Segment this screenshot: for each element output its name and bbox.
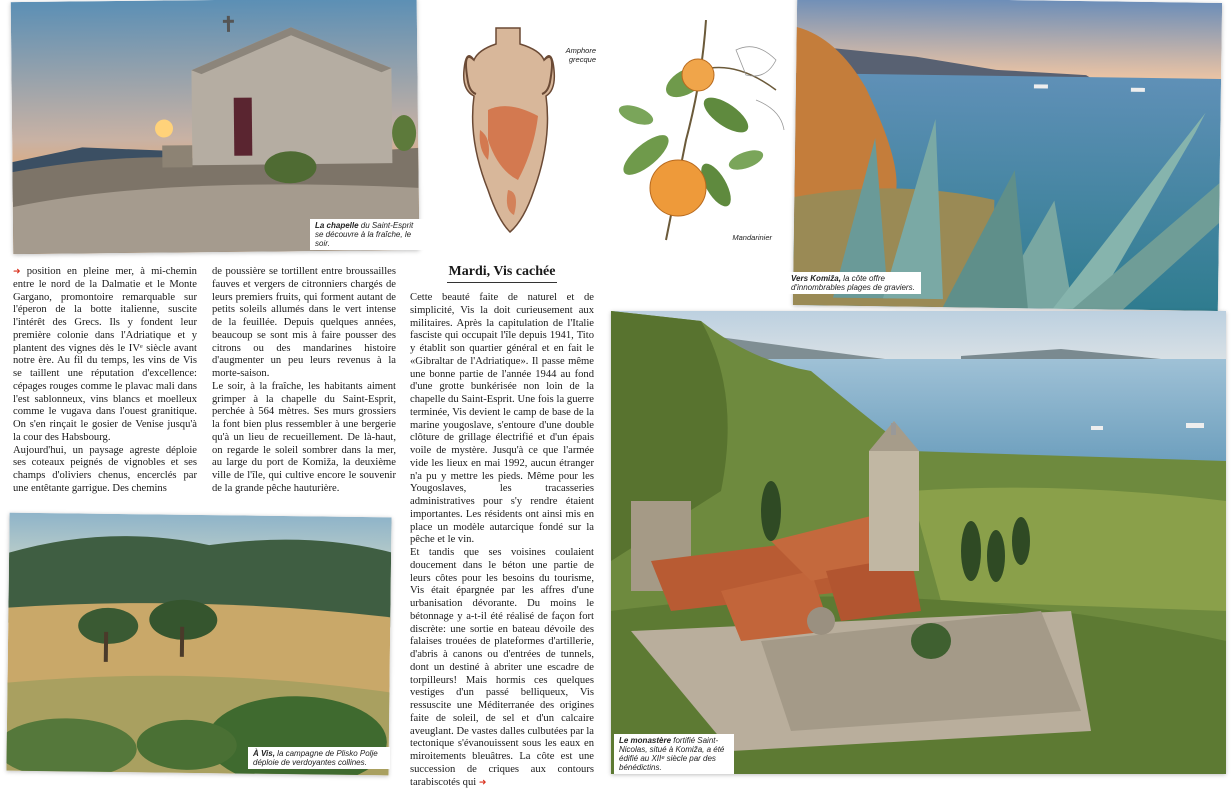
- monastery-caption-title: Le monastère: [619, 736, 672, 745]
- chapel-image: [11, 0, 420, 254]
- amphora-label: Amphore grecque: [565, 46, 596, 64]
- amphora-illustration: [448, 20, 568, 235]
- section-heading: Mardi, Vis cachée: [447, 264, 557, 283]
- monastery-image: [611, 311, 1226, 774]
- article-column-2: [212, 266, 396, 496]
- column-1-paragraph-1: [13, 266, 197, 445]
- column-2-paragraph-2: Le soir, à la fraîche, les habitants aiment grimper à la chapelle du Saint-Esprit, perchée à 564 mètres. Ses murs grossiers la font bien plus ressembler à une bergerie qu'à un lieu de recueillement. De là-haut, on regarde le soleil sombrer dans la mer, au large du port de Komiža, la deuxième ville de l'île, qui cultive encore le souvenir de la grande pêche hauturière.: [212, 380, 396, 494]
- column-2-paragraph-1: de poussière se tortillent entre broussailles fauves et vergers de citronniers chargés de leurs premiers fruits, qui forment autant de petits soleils allumés dans le vert intense de la feuillée. Depuis quelques années, beaucoup se sont mis à faire pousser des citrons ou des mandarines histoire d'augmenter un peu leurs revenus à la morte-saison.: [212, 266, 396, 379]
- monastery-caption-text: fortifié Saint-Nicolas, situé à Komiža, a été édifié au XIIᵉ siècle par des bénédictins.: [619, 736, 725, 772]
- chapel-photo: [11, 0, 420, 254]
- vis-caption-title: À Vis,: [253, 749, 275, 758]
- komiza-caption-title: Vers Komiža,: [791, 274, 841, 283]
- chapel-caption-text: du Saint-Esprit se découvre à la fraîche, le soir.: [315, 221, 414, 248]
- vis-caption-text: la campagne de Plisko Polje déploie de verdoyantes collines.: [253, 749, 378, 767]
- article-column-1: [13, 266, 197, 496]
- article-column-3: [410, 292, 594, 789]
- continue-marker: ➜: [478, 777, 487, 788]
- monastery-caption: [614, 734, 734, 774]
- column-1-text-1: position en pleine mer, à mi-chemin entre le nord de la Dalmatie et le Monte Gargano, promontoire remarquable sur l'éperon de la botte italienne, suscite l'intérêt des Grecs. Ils y fondent leur première colonie dans l'Adriatique et y plantent des vignes dès le IVᵉ siècle avant notre ère. Au fil du temps, les vins de Vis se taillent une réputation d'excellence: cépages rouges comme le plavac mali dans l'est sablonneux, vins blancs et moelleux comme le vugava dans l'ouest granitique. On s'en rinçait le gosier de Venise jusqu'à la cour des Habsbourg.: [13, 266, 197, 443]
- vis-countryside-photo: [6, 513, 391, 776]
- continuation-marker: ➜: [13, 267, 21, 277]
- vis-caption: [248, 747, 390, 769]
- column-3-text-2: Et tandis que ses voisines coulaient doucement dans le béton une partie de leurs côtes pour les besoins du tourisme, Vis était épargnée par les affres d'une urbanisation dévorante. Du moins le bétonnage y a-t-il été réalisé de façon fort discrète: une sortie en bateau dévoile des falaises trouées de plateformes d'artillerie, d'abris à canons ou d'entrées de tunnels, dont un destiné à abriter une escadre de torpilleurs! Mais hormis ces quelques vestiges d'un passé belliqueux, Vis ressuscite une Méditerranée des origines faite de soleil, de sel et d'un calcaire aveuglant. De vastes dalles culbutées par la tectonique s'évanouissent sous les eaux en miroitements bleuâtres. La côte est une succession de criques aux contours tarabiscotés qui: [410, 547, 594, 788]
- komiza-image: [793, 0, 1222, 311]
- column-3-paragraph-2: [410, 547, 594, 789]
- column-1-paragraph-2: Aujourd'hui, un paysage agreste déploie ses coteaux peignés de vignobles et ses champs d'oliviers chenus, encerclés par une entêtante garrigue. Des chemins: [13, 444, 197, 494]
- amphora-image: [448, 20, 568, 235]
- komiza-caption-text: la côte offre d'innombrables plages de graviers.: [791, 274, 915, 292]
- monastery-photo: [611, 311, 1226, 774]
- column-3-paragraph-1: Cette beauté faite de naturel et de simplicité, Vis la doit curieusement aux militaires. Après la capitulation de l'Italie fasciste qui occupait l'île depuis 1941, Tito y établit son quartier général et en fait le «Gibraltar de l'Adriatique». Il passe même une bonne partie de l'année 1944 au fond d'une grotte bunkérisée non loin de la chapelle du Saint-Esprit. Une fois la guerre terminée, Vis devient le camp de base de la marine yougoslave, s'entoure d'une double clôture de grillage électrifié et d'un épais voile de mystère. Jusqu'à ce que l'armée vide les lieux en mai 1992, aucun étranger n'a pu y mettre les pieds. Même pour les Yougoslaves, les tracasseries administratives pour s'y rendre étaient importantes. Les résidents ont ainsi mis en place un modèle autarcique fondé sur la pêche et le vin.: [410, 292, 594, 546]
- chapel-caption-title: La chapelle: [315, 221, 359, 230]
- vis-countryside-image: [6, 513, 391, 776]
- chapel-caption: [310, 219, 424, 250]
- komiza-caption: [786, 272, 921, 294]
- mandarin-image: [606, 20, 786, 245]
- komiza-photo: [793, 0, 1222, 311]
- mandarin-illustration: [606, 20, 786, 245]
- mandarin-label: Mandarinier: [732, 233, 772, 242]
